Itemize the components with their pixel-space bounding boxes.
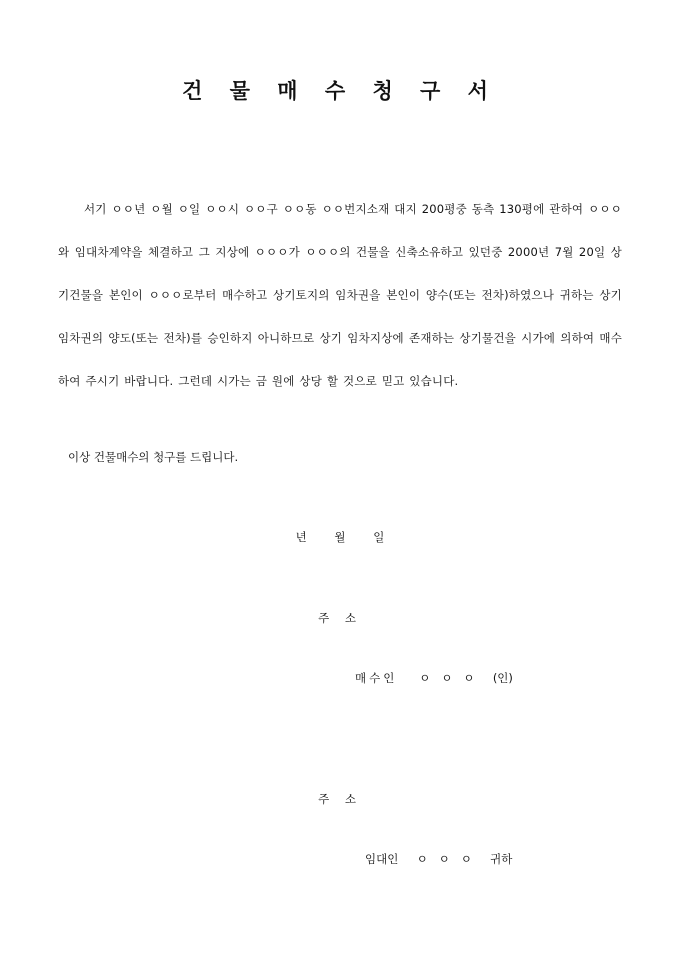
landlord-signature-line xyxy=(365,849,512,869)
landlord-name: ㅇ ㅇ ㅇ xyxy=(416,852,472,866)
landlord-address-label: 주 소 xyxy=(318,792,362,806)
document-title: 건 물 매 수 청 구 서 xyxy=(182,78,498,103)
buyer-role-label: 매수인 xyxy=(355,671,398,685)
buyer-seal: (인) xyxy=(492,671,513,685)
date-line: 년 월 일 xyxy=(295,530,385,544)
landlord-role-label: 임대인 xyxy=(365,852,399,866)
body-paragraph: 서기 ㅇㅇ년 ㅇ월 ㅇ일 ㅇㅇ시 ㅇㅇ구 ㅇㅇ동 ㅇㅇ번지소재 대지 200평중 동측 130평에 관하여 ㅇㅇㅇ와 임대차계약을 체결하고 그 지상에 ㅇㅇㅇ가 ㅇㅇㅇ의 건물을 신축소유하고 있던중 2000년 7월 20일 상기건물을 본인이 ㅇㅇㅇ로부터 매수하고 상기토지의 임차권을 본인이 양수(또는 전차)하였으나 귀하는 상기임차권의 양도(또는 전차)를 승인하지 아니하므로 상기 임차지상에 존재하는 상기물건을 시가에 의하여 매수하여 주시기 바랍니다. 그런데 시가는 금 원에 상당 할 것으로 믿고 있습니다. xyxy=(58,202,622,388)
closing-sentence: 이상 건물매수의 청구를 드립니다. xyxy=(68,450,239,464)
buyer-signature-line xyxy=(355,668,513,688)
buyer-name: ㅇ ㅇ ㅇ xyxy=(419,671,475,685)
buyer-address-label: 주 소 xyxy=(318,611,362,625)
landlord-suffix: 귀하 xyxy=(490,852,513,866)
